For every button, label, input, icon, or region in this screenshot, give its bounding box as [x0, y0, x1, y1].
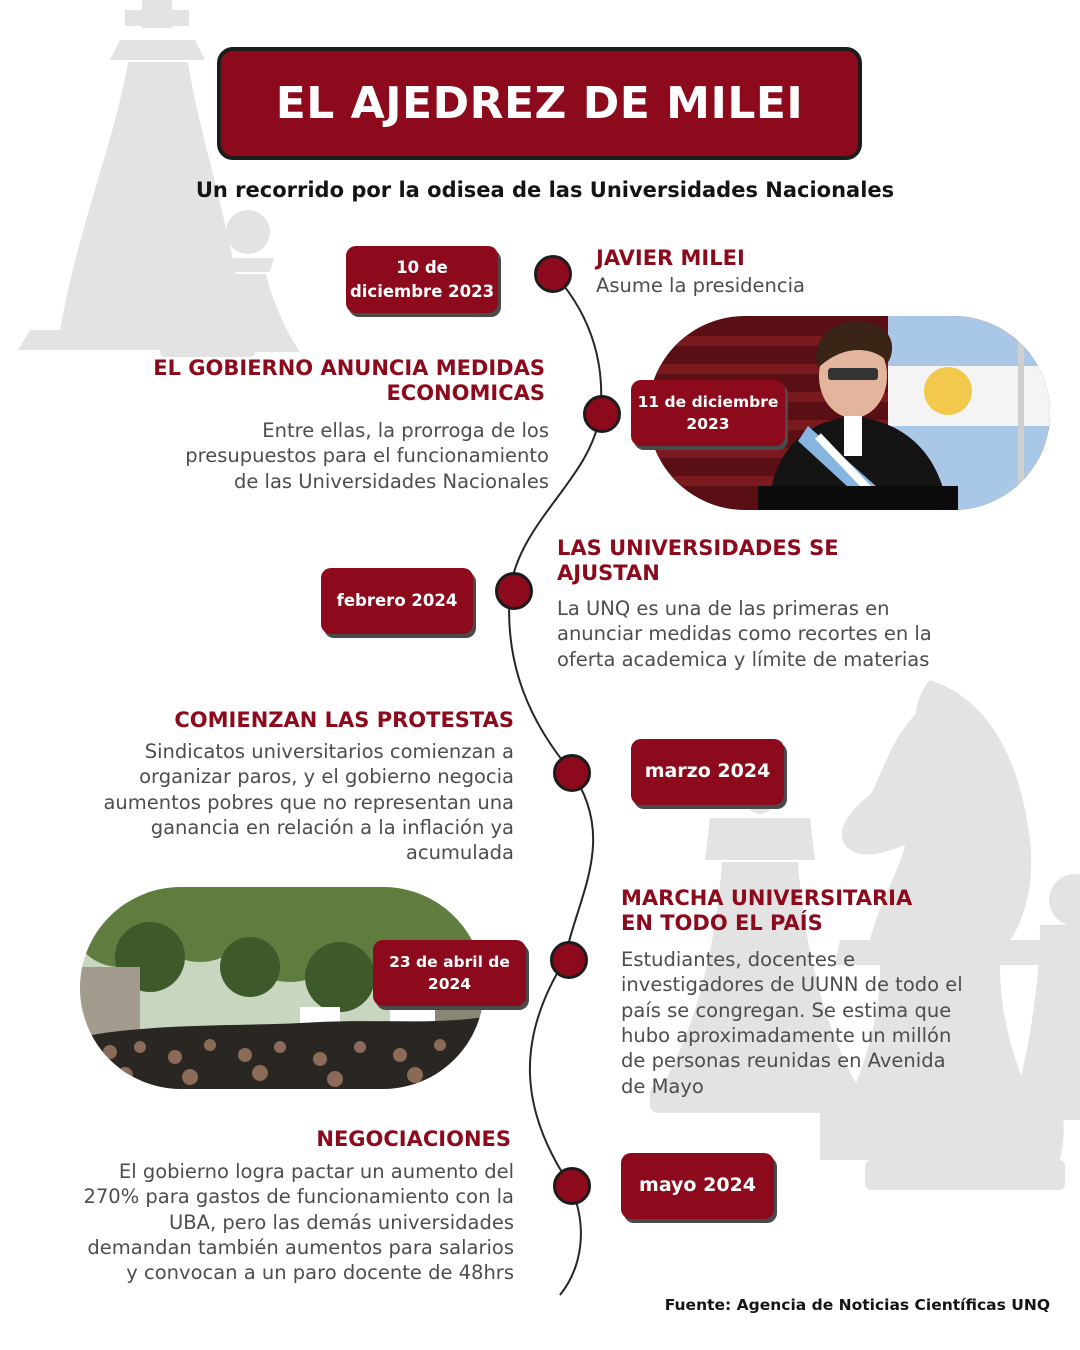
timeline-dot [550, 941, 588, 979]
event-title: JAVIER MILEI [596, 246, 745, 270]
event-title: MARCHA UNIVERSITARIA EN TODO EL PAÍS [621, 886, 913, 936]
event-description: Entre ellas, la prorroga de los presupuestos para el funcionamiento de las Universidades Nacionales [185, 419, 549, 493]
event-description: Estudiantes, docentes e investigadores de UUNN de todo el país se congregan. Se estima que hubo aproximadamente un millón de personas reunidas en Avenida de Mayo [621, 948, 963, 1098]
date-badge: 11 de diciembre 2023 [631, 380, 785, 446]
timeline-dot [495, 572, 533, 610]
timeline-dot [583, 395, 621, 433]
page-title: EL AJEDREZ DE MILEI [275, 78, 804, 129]
source-credit: Fuente: Agencia de Noticias Científicas UNQ [664, 1296, 1050, 1314]
page-subtitle: Un recorrido por la odisea de las Universidades Nacionales [195, 178, 895, 202]
date-badge: 23 de abril de 2024 [373, 940, 526, 1006]
date-badge: marzo 2024 [631, 739, 784, 805]
date-badge: 10 de diciembre 2023 [346, 246, 498, 313]
timeline-dot [553, 1167, 591, 1205]
event-title: NEGOCIACIONES [316, 1127, 511, 1151]
event-description: Asume la presidencia [596, 274, 805, 297]
timeline-dot [534, 255, 572, 293]
date-badge: febrero 2024 [321, 568, 473, 634]
event-description: La UNQ es una de las primeras en anunciar medidas como recortes en la oferta academica y límite de materias [557, 597, 932, 671]
timeline-dot [553, 754, 591, 792]
event-title: COMIENZAN LAS PROTESTAS [174, 708, 514, 732]
event-title: LAS UNIVERSIDADES SE AJUSTAN [557, 536, 839, 586]
event-title: EL GOBIERNO ANUNCIA MEDIDAS ECONOMICAS [153, 356, 545, 406]
event-description: El gobierno logra pactar un aumento del 270% para gastos de funcionamiento con la UBA, pero las demás universidades demandan también aumentos para salarios y convocan a un paro docente de 48hrs [83, 1160, 514, 1285]
event-description: Sindicatos universitarios comienzan a organizar paros, y el gobierno negocia aumentos pobres que no representan una ganancia en relación a la inflación ya acumulada [103, 740, 514, 865]
date-badge: mayo 2024 [621, 1153, 774, 1219]
